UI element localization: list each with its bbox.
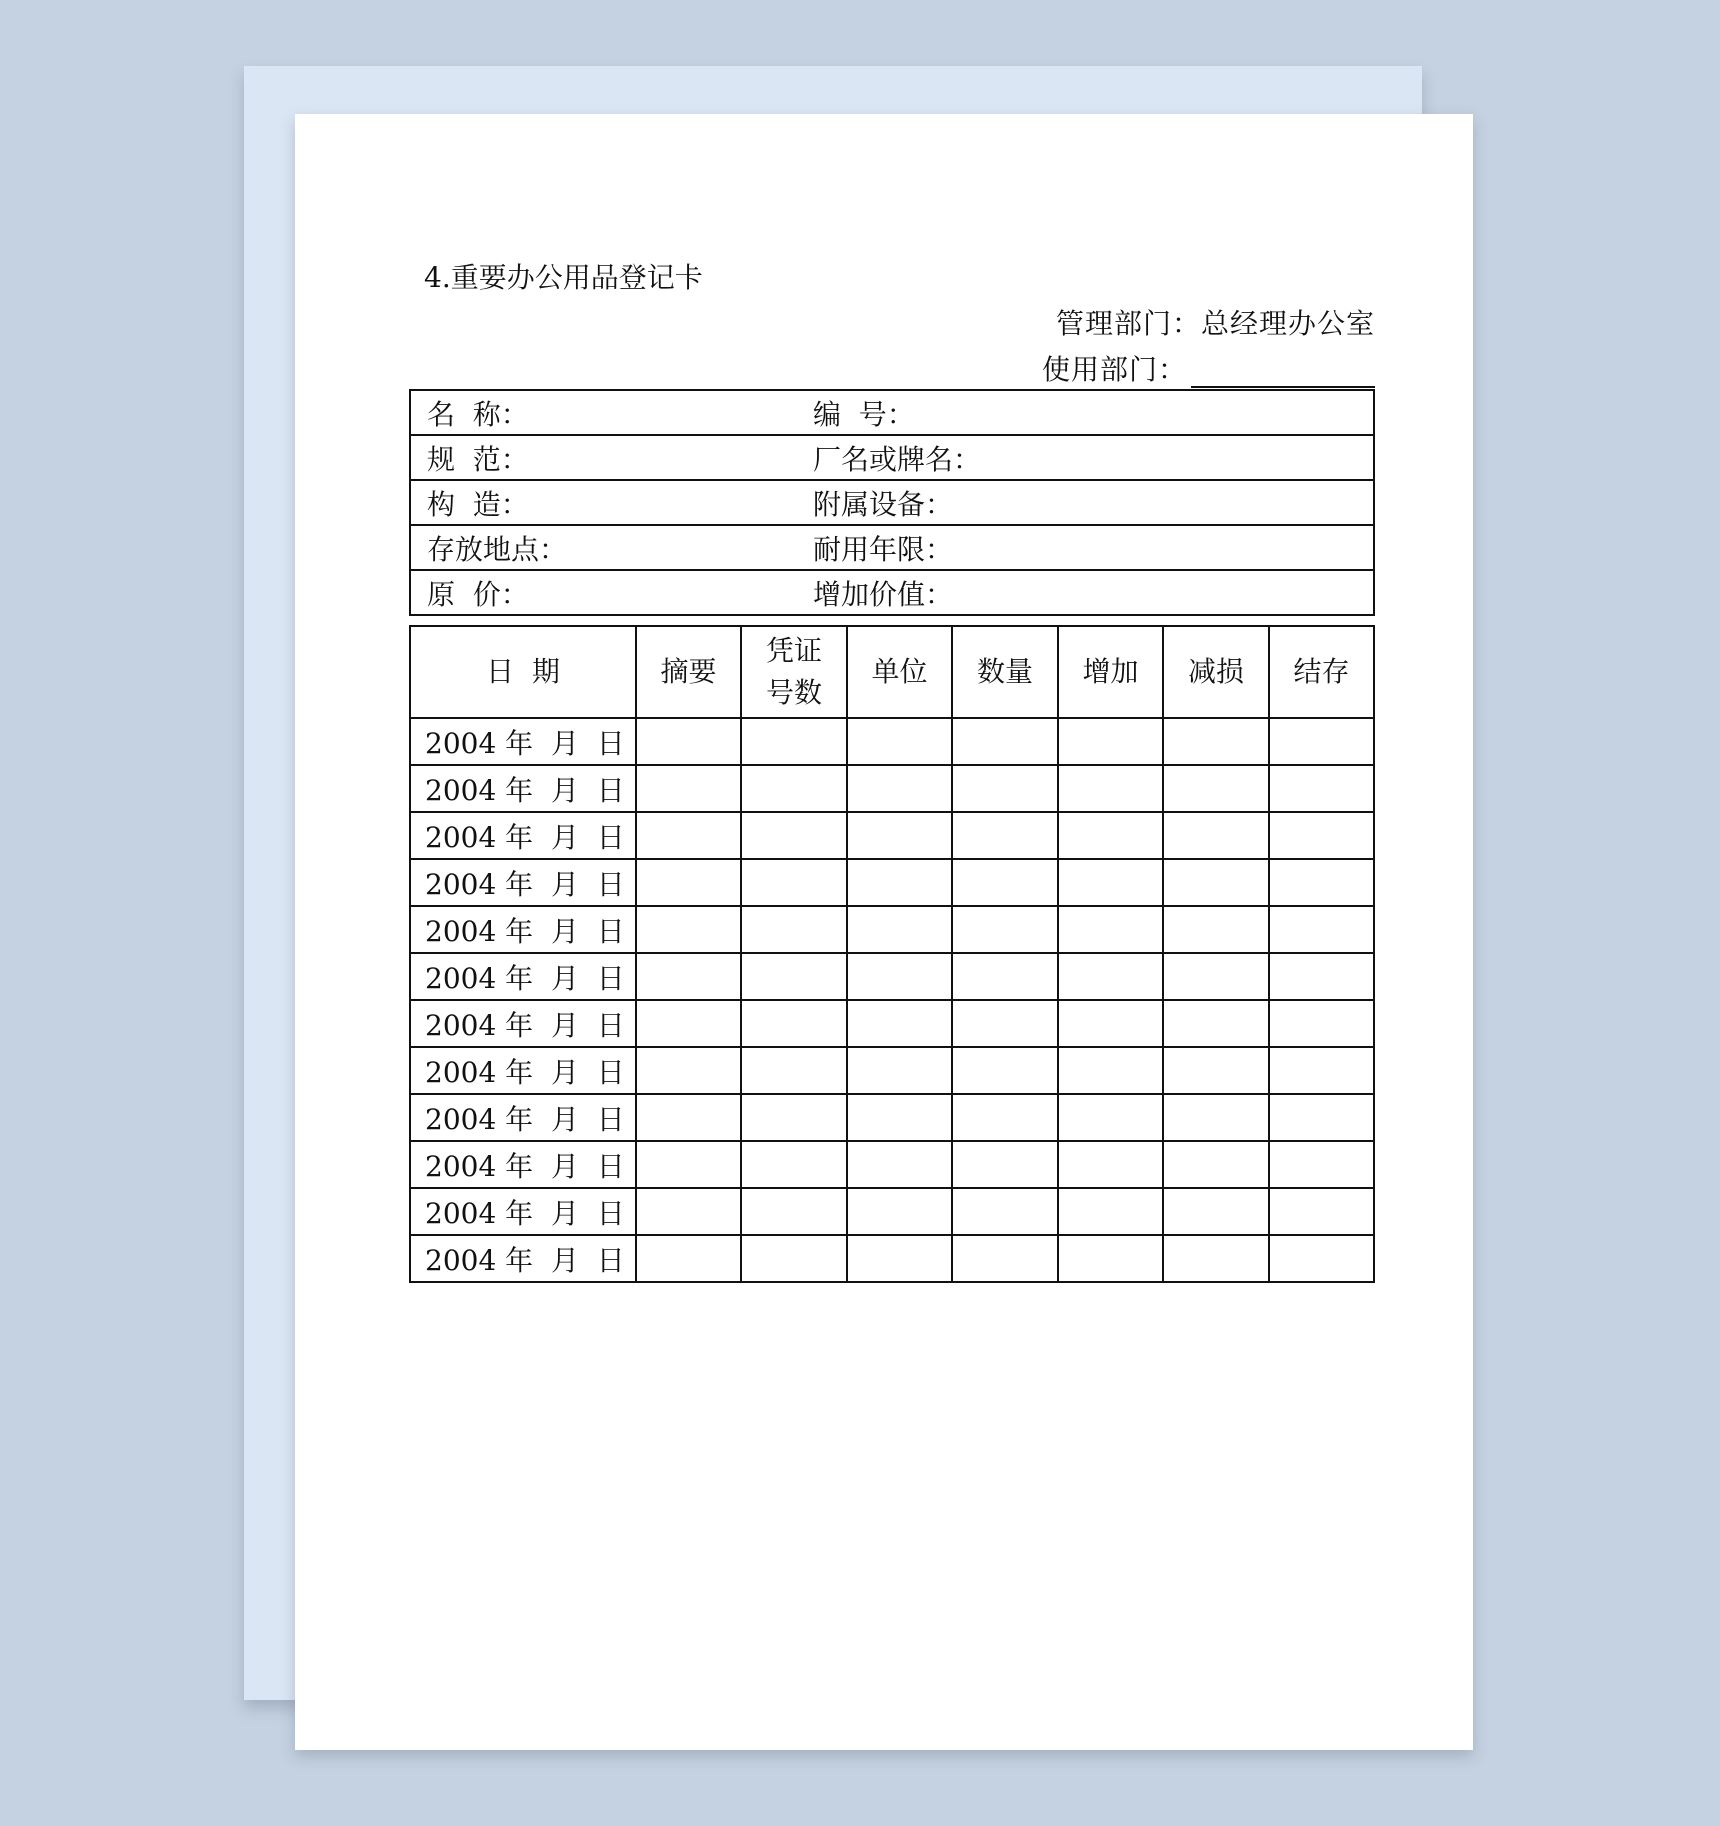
log-row bbox=[410, 1000, 1374, 1047]
header-increase: 增加 bbox=[1058, 626, 1163, 718]
info-structure-label: 构 造： bbox=[410, 480, 797, 525]
using-dept-label: 使用部门： bbox=[1041, 353, 1187, 386]
log-date-cell[interactable]: 2004 年 月 日 bbox=[410, 1141, 636, 1188]
log-voucher-cell[interactable] bbox=[741, 1188, 847, 1235]
log-summary-cell[interactable] bbox=[636, 1141, 741, 1188]
log-date-cell[interactable]: 2004 年 月 日 bbox=[410, 1000, 636, 1047]
management-dept-label: 管理部门： bbox=[1055, 307, 1201, 340]
log-unit-cell[interactable] bbox=[847, 1000, 952, 1047]
log-decrease-cell[interactable] bbox=[1163, 859, 1269, 906]
info-location-label: 存放地点： bbox=[410, 525, 797, 570]
log-balance-cell[interactable] bbox=[1269, 1188, 1374, 1235]
header-summary: 摘要 bbox=[636, 626, 741, 718]
log-quantity-cell[interactable] bbox=[952, 1047, 1058, 1094]
info-row bbox=[410, 525, 1374, 570]
log-decrease-cell[interactable] bbox=[1163, 718, 1269, 765]
info-name-label: 名 称： bbox=[410, 390, 797, 435]
log-increase-cell[interactable] bbox=[1058, 1000, 1163, 1047]
log-unit-cell[interactable] bbox=[847, 1094, 952, 1141]
log-row bbox=[410, 1141, 1374, 1188]
log-decrease-cell[interactable] bbox=[1163, 1141, 1269, 1188]
log-balance-cell[interactable] bbox=[1269, 859, 1374, 906]
log-decrease-cell[interactable] bbox=[1163, 953, 1269, 1000]
log-date-cell[interactable]: 2004 年 月 日 bbox=[410, 1188, 636, 1235]
log-balance-cell[interactable] bbox=[1269, 1000, 1374, 1047]
log-row bbox=[410, 1047, 1374, 1094]
log-summary-cell[interactable] bbox=[636, 1235, 741, 1282]
log-balance-cell[interactable] bbox=[1269, 1141, 1374, 1188]
log-increase-cell[interactable] bbox=[1058, 812, 1163, 859]
using-dept-blank[interactable] bbox=[1191, 354, 1375, 388]
log-quantity-cell[interactable] bbox=[952, 1094, 1058, 1141]
log-summary-cell[interactable] bbox=[636, 1000, 741, 1047]
management-dept-value: 总经理办公室 bbox=[1200, 307, 1375, 340]
log-unit-cell[interactable] bbox=[847, 812, 952, 859]
header-voucher-number bbox=[741, 626, 847, 718]
header-quantity: 数量 bbox=[952, 626, 1058, 718]
log-balance-cell[interactable] bbox=[1269, 906, 1374, 953]
log-balance-cell[interactable] bbox=[1269, 953, 1374, 1000]
info-accessory-label: 附属设备： bbox=[797, 480, 1374, 525]
log-voucher-cell[interactable] bbox=[741, 1235, 847, 1282]
log-row bbox=[410, 718, 1374, 765]
info-row bbox=[410, 435, 1374, 480]
log-increase-cell[interactable] bbox=[1058, 1235, 1163, 1282]
log-quantity-cell[interactable] bbox=[952, 718, 1058, 765]
log-decrease-cell[interactable] bbox=[1163, 1188, 1269, 1235]
info-lifespan-label: 耐用年限： bbox=[797, 525, 1374, 570]
log-unit-cell[interactable] bbox=[847, 1235, 952, 1282]
log-date-cell[interactable]: 2004 年 月 日 bbox=[410, 1047, 636, 1094]
log-row bbox=[410, 1094, 1374, 1141]
log-row bbox=[410, 1235, 1374, 1282]
log-voucher-cell[interactable] bbox=[741, 1047, 847, 1094]
log-summary-cell[interactable] bbox=[636, 1094, 741, 1141]
log-summary-cell[interactable] bbox=[636, 906, 741, 953]
log-date-cell[interactable]: 2004 年 月 日 bbox=[410, 765, 636, 812]
log-decrease-cell[interactable] bbox=[1163, 906, 1269, 953]
log-voucher-cell[interactable] bbox=[741, 765, 847, 812]
info-brand-label: 厂名或牌名： bbox=[797, 435, 1374, 480]
log-row bbox=[410, 953, 1374, 1000]
log-voucher-cell[interactable] bbox=[741, 1141, 847, 1188]
log-unit-cell[interactable] bbox=[847, 953, 952, 1000]
header-decrease: 减损 bbox=[1163, 626, 1269, 718]
log-summary-cell[interactable] bbox=[636, 765, 741, 812]
info-spec-label: 规 范： bbox=[410, 435, 797, 480]
log-row bbox=[410, 906, 1374, 953]
log-quantity-cell[interactable] bbox=[952, 859, 1058, 906]
usage-log-table bbox=[409, 625, 1375, 1283]
header-balance: 结存 bbox=[1269, 626, 1374, 718]
log-date-cell[interactable]: 2004 年 月 日 bbox=[410, 953, 636, 1000]
log-row bbox=[410, 765, 1374, 812]
log-summary-cell[interactable] bbox=[636, 1188, 741, 1235]
info-row bbox=[410, 390, 1374, 435]
log-quantity-cell[interactable] bbox=[952, 1235, 1058, 1282]
log-row bbox=[410, 1188, 1374, 1235]
log-unit-cell[interactable] bbox=[847, 765, 952, 812]
log-balance-cell[interactable] bbox=[1269, 1094, 1374, 1141]
log-summary-cell[interactable] bbox=[636, 1047, 741, 1094]
log-quantity-cell[interactable] bbox=[952, 1188, 1058, 1235]
log-increase-cell[interactable] bbox=[1058, 859, 1163, 906]
log-date-cell[interactable]: 2004 年 月 日 bbox=[410, 1235, 636, 1282]
log-balance-cell[interactable] bbox=[1269, 718, 1374, 765]
log-quantity-cell[interactable] bbox=[952, 765, 1058, 812]
document-title: 4.重要办公用品登记卡 bbox=[424, 261, 703, 294]
log-summary-cell[interactable] bbox=[636, 859, 741, 906]
log-quantity-cell[interactable] bbox=[952, 953, 1058, 1000]
log-balance-cell[interactable] bbox=[1269, 812, 1374, 859]
log-summary-cell[interactable] bbox=[636, 718, 741, 765]
log-voucher-cell[interactable] bbox=[741, 953, 847, 1000]
log-increase-cell[interactable] bbox=[1058, 765, 1163, 812]
log-voucher-cell[interactable] bbox=[741, 1000, 847, 1047]
info-added-value-label: 增加价值： bbox=[797, 570, 1374, 615]
log-increase-cell[interactable] bbox=[1058, 906, 1163, 953]
log-row bbox=[410, 859, 1374, 906]
log-decrease-cell[interactable] bbox=[1163, 1000, 1269, 1047]
log-unit-cell[interactable] bbox=[847, 906, 952, 953]
log-unit-cell[interactable] bbox=[847, 859, 952, 906]
log-voucher-cell[interactable] bbox=[741, 906, 847, 953]
log-voucher-cell[interactable] bbox=[741, 1094, 847, 1141]
log-increase-cell[interactable] bbox=[1058, 1141, 1163, 1188]
log-unit-cell[interactable] bbox=[847, 1141, 952, 1188]
log-header-row bbox=[410, 626, 1374, 718]
log-decrease-cell[interactable] bbox=[1163, 1235, 1269, 1282]
log-increase-cell[interactable] bbox=[1058, 1094, 1163, 1141]
header-voucher-line2: 号数 bbox=[765, 676, 822, 709]
log-quantity-cell[interactable] bbox=[952, 906, 1058, 953]
info-row bbox=[410, 480, 1374, 525]
log-increase-cell[interactable] bbox=[1058, 718, 1163, 765]
log-date-cell[interactable]: 2004 年 月 日 bbox=[410, 906, 636, 953]
log-decrease-cell[interactable] bbox=[1163, 765, 1269, 812]
log-increase-cell[interactable] bbox=[1058, 953, 1163, 1000]
log-summary-cell[interactable] bbox=[636, 812, 741, 859]
log-unit-cell[interactable] bbox=[847, 718, 952, 765]
info-price-label: 原 价： bbox=[410, 570, 797, 615]
log-unit-cell[interactable] bbox=[847, 1188, 952, 1235]
log-date-cell[interactable]: 2004 年 月 日 bbox=[410, 812, 636, 859]
header-voucher-line1: 凭证 bbox=[765, 634, 822, 667]
management-dept-line bbox=[1056, 302, 1375, 342]
log-decrease-cell[interactable] bbox=[1163, 1094, 1269, 1141]
info-number-label: 编 号： bbox=[797, 390, 1374, 435]
log-balance-cell[interactable] bbox=[1269, 1047, 1374, 1094]
log-increase-cell[interactable] bbox=[1058, 1188, 1163, 1235]
log-decrease-cell[interactable] bbox=[1163, 812, 1269, 859]
log-balance-cell[interactable] bbox=[1269, 1235, 1374, 1282]
log-date-cell[interactable]: 2004 年 月 日 bbox=[410, 859, 636, 906]
log-quantity-cell[interactable] bbox=[952, 1000, 1058, 1047]
log-quantity-cell[interactable] bbox=[952, 1141, 1058, 1188]
log-date-cell[interactable]: 2004 年 月 日 bbox=[410, 1094, 636, 1141]
log-increase-cell[interactable] bbox=[1058, 1047, 1163, 1094]
log-voucher-cell[interactable] bbox=[741, 812, 847, 859]
log-date-cell[interactable]: 2004 年 月 日 bbox=[410, 718, 636, 765]
log-row bbox=[410, 812, 1374, 859]
log-voucher-cell[interactable] bbox=[741, 718, 847, 765]
header-unit: 单位 bbox=[847, 626, 952, 718]
item-info-table bbox=[409, 389, 1375, 616]
log-unit-cell[interactable] bbox=[847, 1047, 952, 1094]
info-row bbox=[410, 570, 1374, 615]
header-date: 日 期 bbox=[410, 626, 636, 718]
log-quantity-cell[interactable] bbox=[952, 812, 1058, 859]
log-balance-cell[interactable] bbox=[1269, 765, 1374, 812]
log-summary-cell[interactable] bbox=[636, 953, 741, 1000]
log-decrease-cell[interactable] bbox=[1163, 1047, 1269, 1094]
using-dept-line bbox=[1042, 348, 1375, 388]
log-voucher-cell[interactable] bbox=[741, 859, 847, 906]
